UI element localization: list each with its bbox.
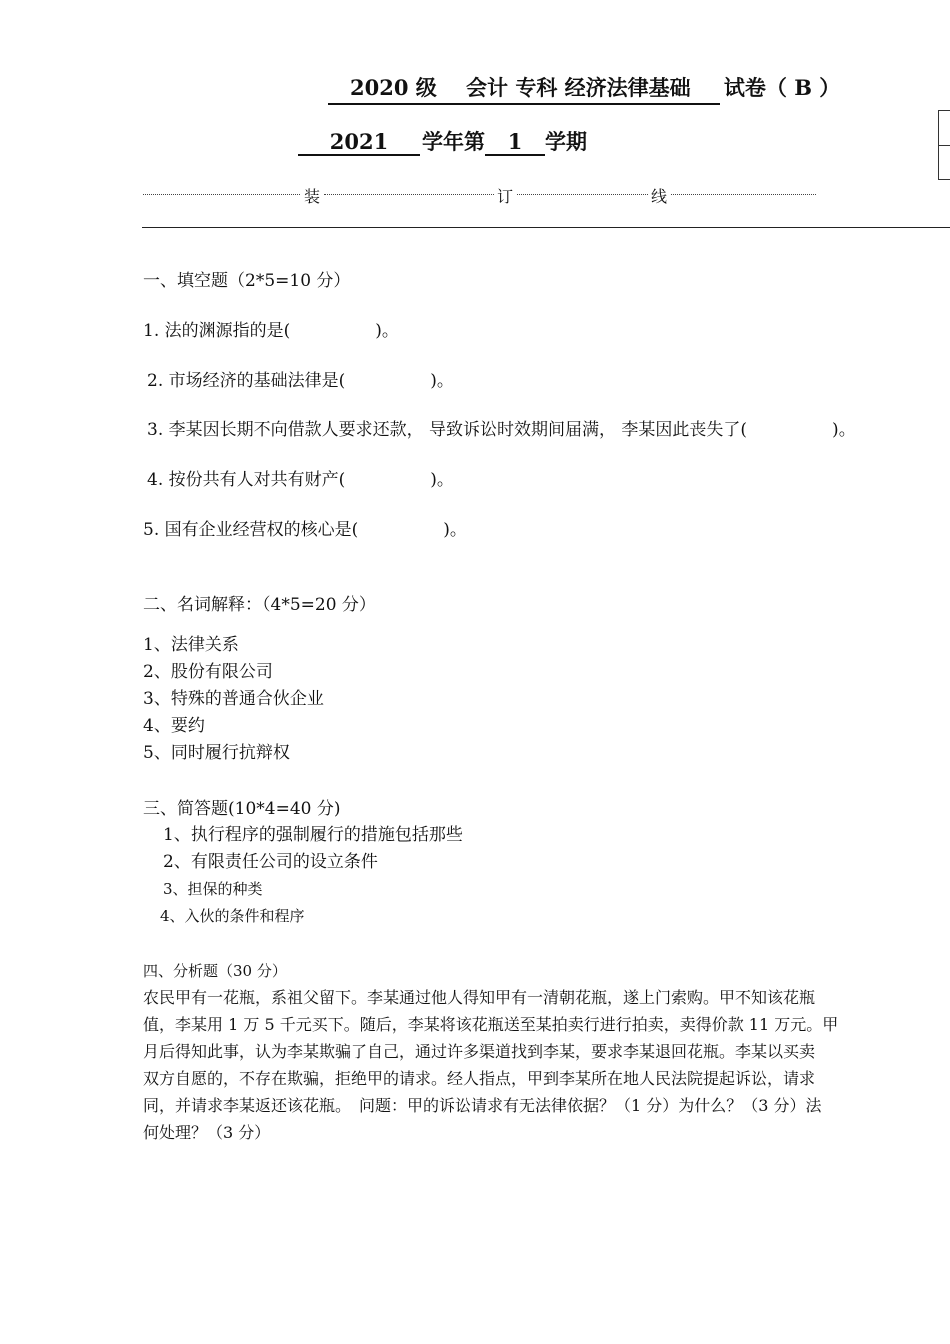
short-answer-question: 2、有限责任公司的设立条件 [163, 852, 378, 872]
binding-dotted-line [324, 194, 494, 195]
term-suffix: 学期 [545, 129, 587, 154]
case-line: 何处理？（3 分） [143, 1123, 271, 1142]
major: 会计 专科 [466, 75, 558, 100]
year-suffix: 学年第 [422, 129, 485, 154]
section1-heading: 一、填空题（2*5=10 分） [143, 271, 351, 291]
binding-dotted-line [517, 194, 648, 195]
section3-heading: 三、简答题(10*4=40 分) [143, 799, 341, 819]
binding-dotted-line [671, 194, 816, 195]
binding-mark-zhuang: 装 [304, 187, 321, 206]
term-definition-item: 2、股份有限公司 [143, 662, 273, 682]
term-definition-item: 4、要约 [143, 716, 205, 736]
case-line: 农民甲有一花瓶，系祖父留下。李某通过他人得知甲有一清朝花瓶，遂上门索购。甲不知该花瓶 [143, 988, 816, 1007]
fill-blank-question: 4. 按份共有人对共有财产( )。 [147, 470, 454, 490]
case-line: 双方自愿的，不存在欺骗，拒绝甲的请求。经人指点，甲到李某所在地人民法院提起诉讼，请求 [143, 1069, 816, 1088]
term-definition-item: 5、同时履行抗辩权 [143, 743, 290, 763]
case-analysis-text [143, 984, 950, 1146]
fill-blank-question: 2. 市场经济的基础法律是( )。 [147, 371, 454, 391]
binding-mark-xian: 线 [651, 187, 668, 206]
fill-blank-question: 5. 国有企业经营权的核心是( )。 [143, 520, 467, 540]
fill-blank-question: 3. 李某因长期不向借款人要求还款， 导致诉讼时效期间届满， 李某因此丧失了( )。 [147, 420, 856, 440]
term-number-field: 1 [485, 129, 545, 156]
binding-mark-ding: 订 [497, 187, 514, 206]
score-box [938, 110, 950, 180]
short-answer-question: 1、执行程序的强制履行的措施包括那些 [163, 825, 463, 845]
grade: 2020 级 [350, 75, 437, 100]
header-divider [142, 227, 950, 228]
short-answer-question: 3、担保的种类 [163, 880, 263, 898]
binding-dotted-line [143, 194, 300, 195]
case-line: 值，李某用 1 万 5 千元买下。随后，李某将该花瓶送至某拍卖行进行拍卖，卖得价款 11 万元。甲 [143, 1015, 839, 1034]
case-line: 同，并请求李某返还该花瓶。 问题：甲的诉讼请求有无法律依据？（1 分）为什么？（3 分）法 [143, 1096, 822, 1115]
short-answer-question: 4、入伙的条件和程序 [160, 907, 305, 925]
grade-major-course-field [328, 72, 720, 105]
section2-heading: 二、名词解释：（4*5=20 分） [143, 595, 376, 615]
case-line: 月后得知此事，认为李某欺骗了自己，通过许多渠道找到李某，要求李某退回花瓶。李某以买卖 [143, 1042, 816, 1061]
paper-label: 试卷（ B ） [723, 75, 841, 100]
term-definition-item: 1、法律关系 [143, 635, 239, 655]
year-field: 2021 [298, 129, 420, 156]
course-name: 经济法律基础 [564, 75, 691, 100]
section4-heading: 四、分析题（30 分） [143, 962, 287, 980]
exam-title-line [328, 72, 840, 105]
fill-blank-question: 1. 法的渊源指的是( )。 [143, 321, 399, 341]
term-line [298, 126, 587, 156]
term-definition-item: 3、特殊的普通合伙企业 [143, 689, 324, 709]
